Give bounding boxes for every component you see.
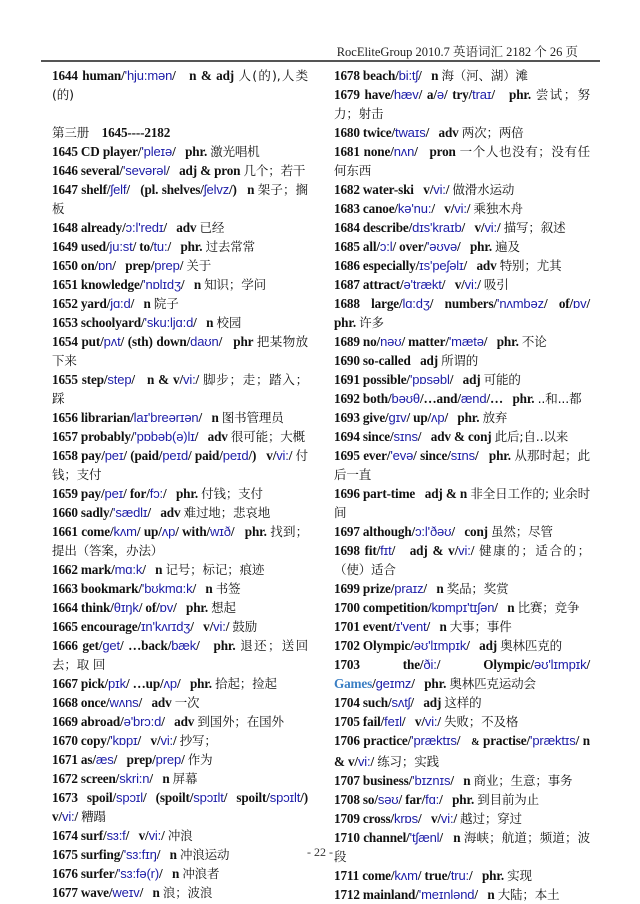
vocab-entry: 1681 none/nʌn/ pron 一个人也没有；没有任何东西: [334, 144, 590, 178]
vocab-entry: 1657 probably/'pɒbəb(ə)lɪ/ adv 很可能；大概: [52, 429, 305, 444]
vocab-entry: 1663 bookmark/'bʊkmɑ:k/ n 书签: [52, 581, 241, 596]
vocab-entry: 1645 CD player/'pleɪə/ phr. 激光唱机: [52, 144, 260, 159]
spacer: [52, 104, 308, 123]
vocab-entry: 1667 pick/pɪk/ …up/ʌp/ phr. 拾起；捡起: [52, 676, 277, 691]
vocab-entry: 1670 copy/'kɒpɪ/ v/vi:/ 抄写；: [52, 733, 217, 748]
vocab-entry: 1693 give/gɪv/ up/ʌp/ phr. 放弃: [334, 410, 508, 425]
page-number: - 22 -: [307, 845, 333, 859]
right-column: [334, 66, 590, 904]
vocab-entry: 1708 so/səʊ/ far/fɑ:/ phr. 到目前为止: [334, 792, 540, 807]
vocab-entry: 1666 get/get/ …back/bæk/ phr. 退还；送回去；取 回: [52, 638, 309, 672]
vocab-entry: 1658 pay/peɪ/ (paid/peɪd/ paid/peɪd/) v/vi:/ 付钱；支付: [52, 448, 308, 482]
vocab-entry: 1683 canoe/kə'nu:/ v/vi:/ 乘独木舟: [334, 201, 523, 216]
vocab-entry: 1672 screen/skri:n/ n 屏幕: [52, 771, 198, 786]
vocab-entry: 1668 once/wʌns/ adv 一次: [52, 695, 200, 710]
vocab-entry: 1660 sadly/'sædlɪ/ adv 难过地；悲哀地: [52, 505, 271, 520]
right-entries: [334, 66, 590, 904]
vocab-entry: 1659 pay/peɪ/ for/fɔ:/ phr. 付钱；支付: [52, 486, 263, 501]
vocab-entry: 1701 event/ɪ'vent/ n 大事；事件: [334, 619, 512, 634]
vocab-entry: 1704 such/sʌtʃ/ adj 这样的: [334, 695, 482, 710]
vocab-entry: 1688 large/lɑ:dʒ/ numbers/'nʌmbəz/ of/ɒv/ phr. 许多: [334, 296, 590, 330]
vocab-entry: 1698 fit/fɪt/ adj & v/vi:/ 健康的；适合的；（使）适合: [334, 543, 590, 577]
vocab-entry: 1651 knowledge/'nɒlɪdʒ/ n 知识；学问: [52, 277, 266, 292]
section-heading-range: 1645----2182: [101, 125, 171, 140]
vocab-entry: 1707 business/'bɪznɪs/ n 商业；生意；事务: [334, 773, 573, 788]
vocab-entry: 1675 surfing/'sɜ:fɪŋ/ n 冲浪运动: [52, 847, 230, 862]
vocab-entry: 1679 have/hæv/ a/ə/ try/traɪ/ phr. 尝试；努力；射击: [334, 87, 590, 121]
vocab-entry: 1692 both/bəʊθ/…and/ænd/… phr. ..和...都: [334, 391, 582, 406]
vocab-entry: 1669 abroad/ə'brɔ:d/ adv 到国外；在国外: [52, 714, 284, 729]
vocab-entry: 1709 cross/krɒs/ v/vi:/ 越过；穿过: [334, 811, 522, 826]
vocab-entry: 1705 fail/feɪl/ v/vi:/ 失败；不及格: [334, 714, 519, 729]
vocab-entry: 1689 no/nəʊ/ matter/'mætə/ phr. 不论: [334, 334, 547, 349]
vocab-entry: 1647 shelf/ʃelf/ (pl. shelves/ʃelvz/) n 架子；搁板: [52, 182, 309, 216]
left-entries: [52, 142, 308, 902]
vocab-entry: 1674 surf/sɜ:f/ v/vi:/ 冲浪: [52, 828, 193, 843]
vocab-entry: 1710 channel/'tʃænl/ n 海峡；航道；频道；波段: [334, 830, 590, 864]
vocab-entry: 1706 practice/'præktɪs/ & practise/'præktɪs/ n & v/vi:/ 练习；实践: [334, 733, 590, 769]
vocab-entry: 1671 as/æs/ prep/prep/ 作为: [52, 752, 213, 767]
vocab-entry: 1661 come/kʌm/ up/ʌp/ with/wɪð/ phr. 找到；提出（答案，办法）: [52, 524, 309, 558]
vocab-entry: 1680 twice/twaɪs/ adv 两次；两倍: [334, 125, 524, 140]
vocab-entry: 1654 put/pʌt/ (sth) down/daʊn/ phr 把某物放下来: [52, 334, 309, 368]
header-text: RocEliteGroup 2010.7 英语词汇 2182 个 26 页: [336, 45, 578, 59]
vocab-entry: 1676 surfer/'sɜ:fə(r)/ n 冲浪者: [52, 866, 220, 881]
vocab-entry: 1696 part-time adj & n 非全日工作的; 业余时间: [334, 486, 590, 520]
vocab-entry: 1653 schoolyard/'sku:ljɑ:d/ n 校园: [52, 315, 242, 330]
vocab-entry: 1703 the/ði:/ Olympic/əʊ'lɪmpɪk/ Games/geɪmz/ phr. 奥林匹克运动会: [334, 657, 590, 691]
vocab-entry: 1662 mark/mɑ:k/ n 记号；标记；痕迹: [52, 562, 265, 577]
vocab-entry: 1665 encourage/ɪn'kʌrɪdʒ/ v/vi:/ 鼓励: [52, 619, 258, 634]
vocab-entry: 1695 ever/'evə/ since/sɪns/ phr. 从那时起；此后一直: [334, 448, 591, 482]
left-column: [52, 66, 308, 902]
vocab-entry: 1648 already/ɔ:l'redɪ/ adv 已经: [52, 220, 225, 235]
vocab-entry: 1687 attract/ə'trækt/ v/vi:/ 吸引: [334, 277, 509, 292]
vocab-entry: 1655 step/step/ n & v/vi:/ 脚步；走；踏入；踩: [52, 372, 308, 406]
vocab-entry: 1678 beach/bi:tʃ/ n 海（河、湖）滩: [334, 68, 528, 83]
vocab-entry: 1684 describe/dɪs'kraɪb/ v/vi:/ 描写；叙述: [334, 220, 566, 235]
vocab-entry: 1711 come/kʌm/ true/tru:/ phr. 实现: [334, 868, 532, 883]
vocab-entry: 1712 mainland/'meɪnlənd/ n 大陆；本土: [334, 887, 560, 902]
vocab-entry: 1677 wave/weɪv/ n 浪；波浪: [52, 885, 213, 900]
vocab-entry: 1697 although/ɔ:l'ðəʊ/ conj 虽然；尽管: [334, 524, 553, 539]
page-header: [41, 40, 600, 62]
vocab-entry: 1682 water-ski v/vi:/ 做滑水运动: [334, 182, 515, 197]
entry-1644: 1644 human/'hju:mən/ n & adj 人(的),人类(的): [52, 68, 308, 102]
vocab-entry: 1686 especially/ɪs'peʃəlɪ/ adv 特别；尤其: [334, 258, 562, 273]
vocab-entry: 1652 yard/jɑ:d/ n 院子: [52, 296, 179, 311]
vocab-entry: 1691 possible/'pɒsəbl/ adj 可能的: [334, 372, 521, 387]
vocab-entry: 1700 competition/kɒmpɪ'tɪʃən/ n 比赛；竞争: [334, 600, 580, 615]
vocab-entry: 1694 since/sɪns/ adv & conj 此后;自..以来: [334, 429, 569, 444]
vocab-entry: 1702 Olympic/əʊ'lɪmpɪk/ adj 奥林匹克的: [334, 638, 562, 653]
vocab-entry: 1649 used/ju:st/ to/tu:/ phr. 过去常常: [52, 239, 255, 254]
section-heading-zh: 第三册: [52, 125, 90, 140]
vocab-entry: 1656 librarian/laɪ'breərɪən/ n 图书管理员: [52, 410, 284, 425]
vocab-entry: 1673 spoil/spɔɪl/ (spoilt/spɔɪlt/ spoilt/spɔɪlt/) v/vi:/ 糟蹋: [52, 790, 308, 824]
vocab-entry: 1685 all/ɔ:l/ over/'əʊvə/ phr. 遍及: [334, 239, 520, 254]
vocab-entry: 1690 so-called adj 所谓的: [334, 353, 479, 368]
vocab-entry: 1650 on/ɒn/ prep/prep/ 关于: [52, 258, 212, 273]
vocab-entry: 1646 several/'sevərəl/ adj & pron 几个；若干: [52, 163, 306, 178]
vocab-entry: 1664 think/θɪŋk/ of/ɒv/ phr. 想起: [52, 600, 236, 615]
vocab-entry: 1699 prize/praɪz/ n 奖品；奖赏: [334, 581, 509, 596]
section-heading: [52, 123, 308, 142]
